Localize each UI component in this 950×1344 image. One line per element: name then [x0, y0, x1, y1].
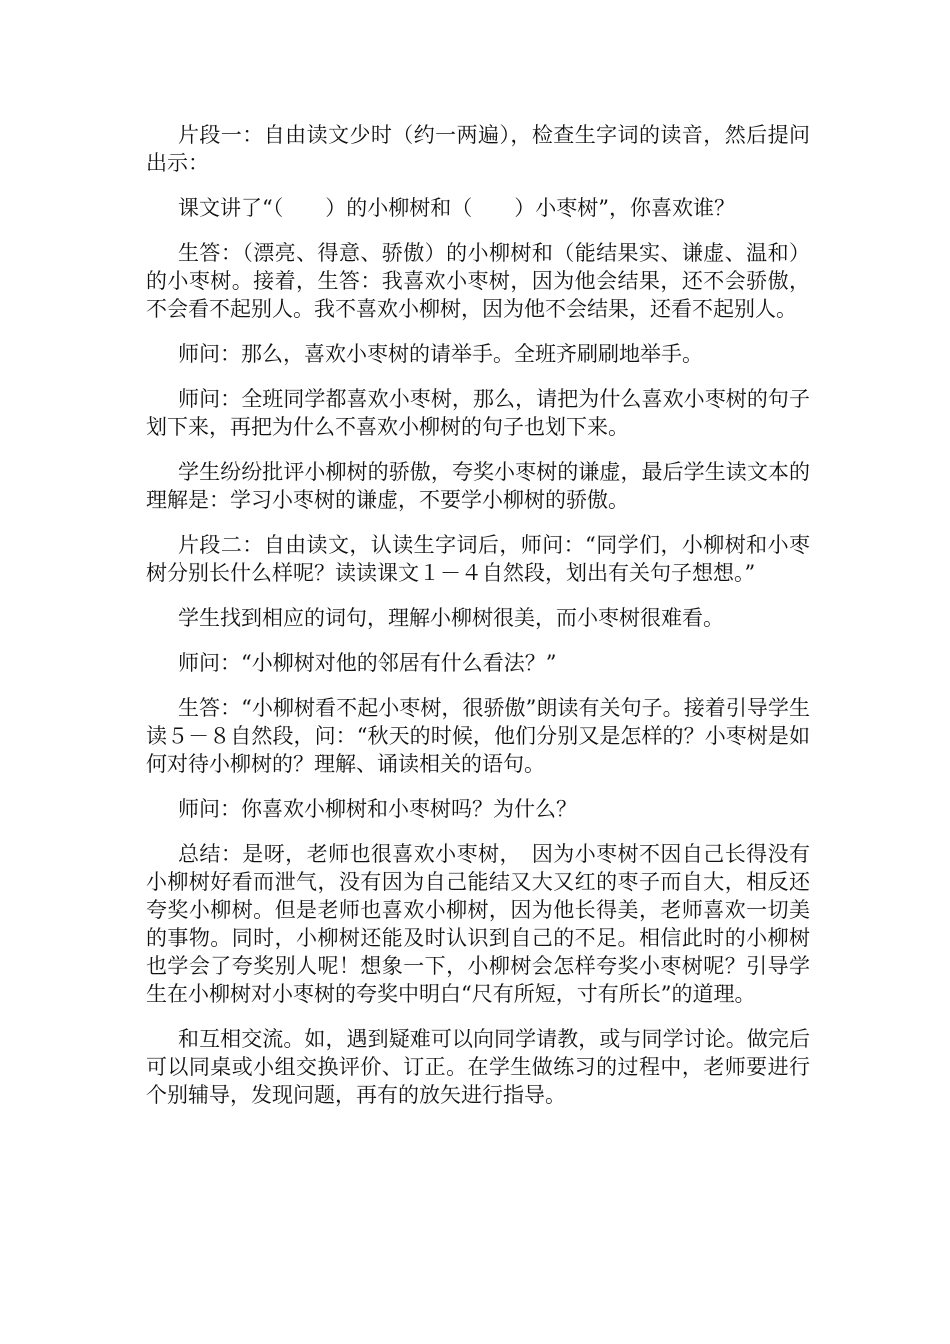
paragraph-students-find: 学生找到相应的词句，理解小柳树很美，而小枣树很难看。: [178, 606, 724, 630]
document-body: [146, 121, 810, 1126]
paragraph-student-answer: 生答：（漂亮、得意、骄傲）的小柳树和（能结果实、谦虚、温和）的小枣树。接着，生答：我喜欢小枣树，因为他会结果，还不会骄傲，不会看不起别人。我不喜欢小柳树，因为他不会结果，还看不起别人。: [146, 241, 810, 321]
paragraph-students-criticize: 学生纷纷批评小柳树的骄傲，夸奖小枣树的谦虚，最后学生读文本的理解是：学习小枣树的谦虚，不要学小柳树的骄傲。: [146, 460, 810, 512]
paragraph-segment-two-intro: 片段二：自由读文，认读生字词后，师问：“同学们，小柳树和小枣树分别长什么样呢？读读课文１－４自然段，划出有关句子想想。”: [146, 533, 810, 585]
paragraph-student-answer-two: 生答：“小柳树看不起小枣树，很骄傲”朗读有关句子。接着引导学生读５－８自然段，问：“秋天的时候，他们分别又是怎样的？小枣树是如何对待小柳树的？理解、诵读相关的语句。: [146, 696, 810, 776]
paragraph-teacher-raise-hands: 师问：那么，喜欢小枣树的请举手。全班齐刷刷地举手。: [178, 342, 703, 366]
paragraph-summary: 总结：是呀，老师也很喜欢小枣树， 因为小枣树不因自己长得没有小柳树好看而泄气，没有因为自己能结又大又红的枣子而自大，相反还夸奖小柳树。但是老师也喜欢小柳树，因为他长得美，老师喜欢一切美的事物。同时，小柳树还能及时认识到自己的不足。相信此时的小柳树也学会了夸奖别人呢！想象一下，小柳树会怎样夸奖小枣树呢？引导学生在小柳树对小枣树的夸奖中明白“尺有所短，寸有所长”的道理。: [146, 842, 810, 1006]
paragraph-segment-one-intro: 片段一：自由读文少时（约一两遍），检查生字词的读音，然后提问出示：: [146, 123, 810, 175]
paragraph-teacher-neighbor-question: 师问：“小柳树对他的邻居有什么看法？”: [178, 651, 557, 675]
paragraph-teacher-like-question: 师问：你喜欢小柳树和小枣树吗？为什么？: [178, 797, 577, 821]
paragraph-question-prompt: 课文讲了“（ ）的小柳树和（ ）小枣树”，你喜欢谁？: [178, 196, 735, 220]
paragraph-teacher-underline: 师问：全班同学都喜欢小枣树，那么，请把为什么喜欢小枣树的句子划下来，再把为什么不喜欢小柳树的句子也划下来。: [146, 387, 810, 439]
paragraph-exchange: 和互相交流。如，遇到疑难可以向同学请教，或与同学讨论。做完后可以同桌或小组交换评价、订正。在学生做练习的过程中，老师要进行个别辅导，发现问题，再有的放矢进行指导。: [146, 1027, 810, 1107]
